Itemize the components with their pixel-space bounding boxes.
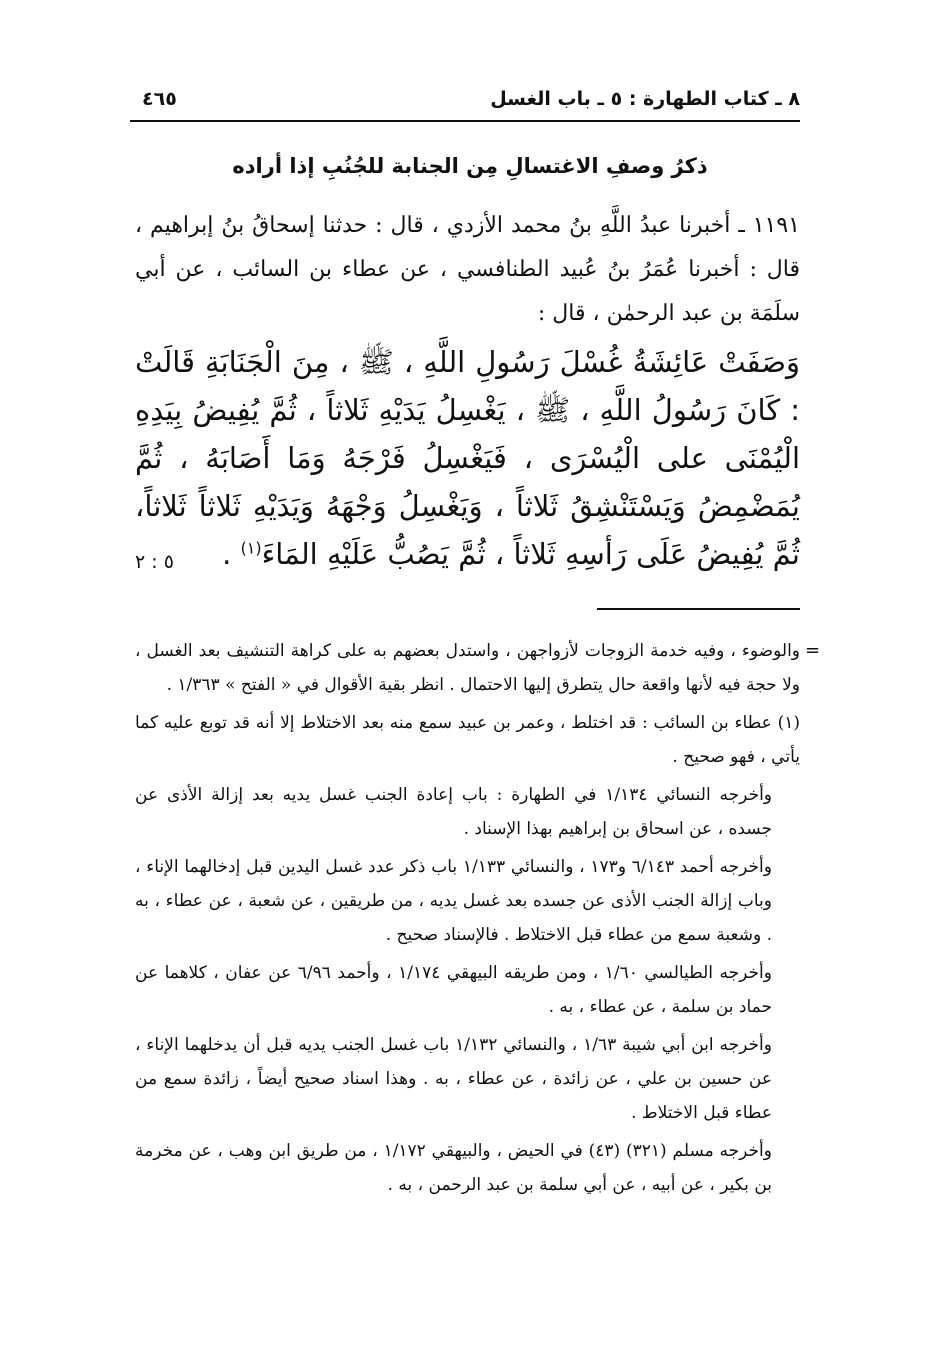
hadith-matn — [135, 338, 800, 578]
page-header — [140, 88, 800, 120]
matn-text: وَصَفَتْ عَائِشَةُ غُسْلَ رَسُولِ اللَّهِ ، ﷺ ، مِنَ الْجَنَابَةِ قَالَتْ : كَانَ رَسُولُ اللَّهِ ، ﷺ ، يَغْسِلُ يَدَيْهِ ثَلاثاً ، ثُمَّ يُفِيضُ بِيَدِهِ الْيُمْنَى على الْيُسْرَى ، فَيَغْسِلُ فَرْجَهُ وَمَا أَصَابَهُ ، ثُمَّ يُمَضْمِضُ وَيَسْتَنْشِقُ ثَلاثاً ، وَيَغْسِلُ وَجْهَهُ وَيَدَيْهِ ثَلاثاً ثَلاثاً، ثُمَّ يُفِيضُ عَلَى رَأسِهِ ثَلاثاً ، ثُمَّ يَصُبُّ عَلَيْهِ المَاءَ — [135, 345, 800, 571]
continuation-mark: = — [805, 640, 821, 661]
footnote-paragraph: وأخرجه النسائي ١/١٣٤ في الطهارة : باب إعادة الجنب غسل يديه بعد إزالة الأذى عن جسده ، عن اسحاق بن إبراهيم بهذا الإسناد . — [135, 785, 773, 839]
footnote-continued: والوضوء ، وفيه خدمة الزوجات لأزواجهن ، واستدل بعضهم به على كراهة التنشيف بعد الغسل ، ولا حجة فيه لأنها واقعة حال يتطرق إليها الاحتمال . انظر بقية الأقوال في « الفتح » ١/٣٦٣ . — [135, 641, 800, 695]
footnote-marker: (١) — [240, 538, 262, 558]
footnote-paragraph: وأخرجه أحمد ٦/١٤٣ و١٧٣ ، والنسائي ١/١٣٣ باب ذكر عدد غسل اليدين قبل إدخالهما الإناء ، وباب إزالة الجنب الأذى عن جسده بعد غسل يديه ، من طريقين ، عن شعبة ، عن عطاء ، به . وشعبة سمع من عطاء قبل الاختلاط . فالإسناد صحيح . — [135, 857, 772, 945]
header-rule — [130, 120, 800, 122]
page-number: ٤٦٥ — [142, 88, 177, 110]
hadith-matn-block — [135, 338, 800, 578]
footnote-1: (١) عطاء بن السائب : قد اختلط ، وعمر بن عبيد سمع منه بعد الاختلاط إلا أنه قد توبع عليه كما يأتي ، فهو صحيح . — [135, 713, 800, 767]
running-title: ٨ ـ كتاب الطهارة : ٥ ـ باب الغسل — [490, 88, 800, 110]
reference-code: ٥ : ٢ — [135, 551, 174, 573]
footnotes — [135, 634, 800, 1206]
footnote-paragraph: وأخرجه الطيالسي ١/٦٠ ، ومن طريقه البيهقي ١/١٧٤ ، وأحمد ٦/٩٦ عن عفان ، كلاهما عن حماد بن سلمة ، عن عطاء ، به . — [135, 963, 772, 1017]
matn-end: . — [222, 537, 241, 571]
hadith-isnad: ١١٩١ ـ أخبرنا عبدُ اللَّهِ بنُ محمد الأزدي ، قال : حدثنا إسحاقُ بنُ إبراهيم ، قال : أخبرنا عُمَرُ بنُ عُبيد الطنافسي ، عن عطاء بن السائب ، عن أبي سلَمَة بن عبد الرحمٰن ، قال : — [135, 213, 800, 326]
section-title: ذكرُ وصفِ الاغتسالِ مِن الجنابة للجُنُبِ إذا أراده — [232, 154, 708, 178]
footnote-paragraph: وأخرجه مسلم (٣٢١) (٤٣) في الحيض ، والبيهقي ١/١٧٢ ، من طريق ابن وهب ، عن مخرمة بن بكير ، عن أبيه ، عن أبي سلمة بن عبد الرحمن ، به . — [135, 1141, 772, 1195]
footnote-rule — [597, 608, 800, 610]
footnote-paragraph: وأخرجه ابن أبي شيبة ١/٦٣ ، والنسائي ١/١٣٢ باب غسل الجنب يديه قبل أن يدخلهما الإناء ، عن حسين بن علي ، عن زائدة ، عن عطاء ، به . وهذا اسناد صحيح أيضاً ، زائدة سمع من عطاء قبل الاختلاط . — [135, 1035, 772, 1123]
